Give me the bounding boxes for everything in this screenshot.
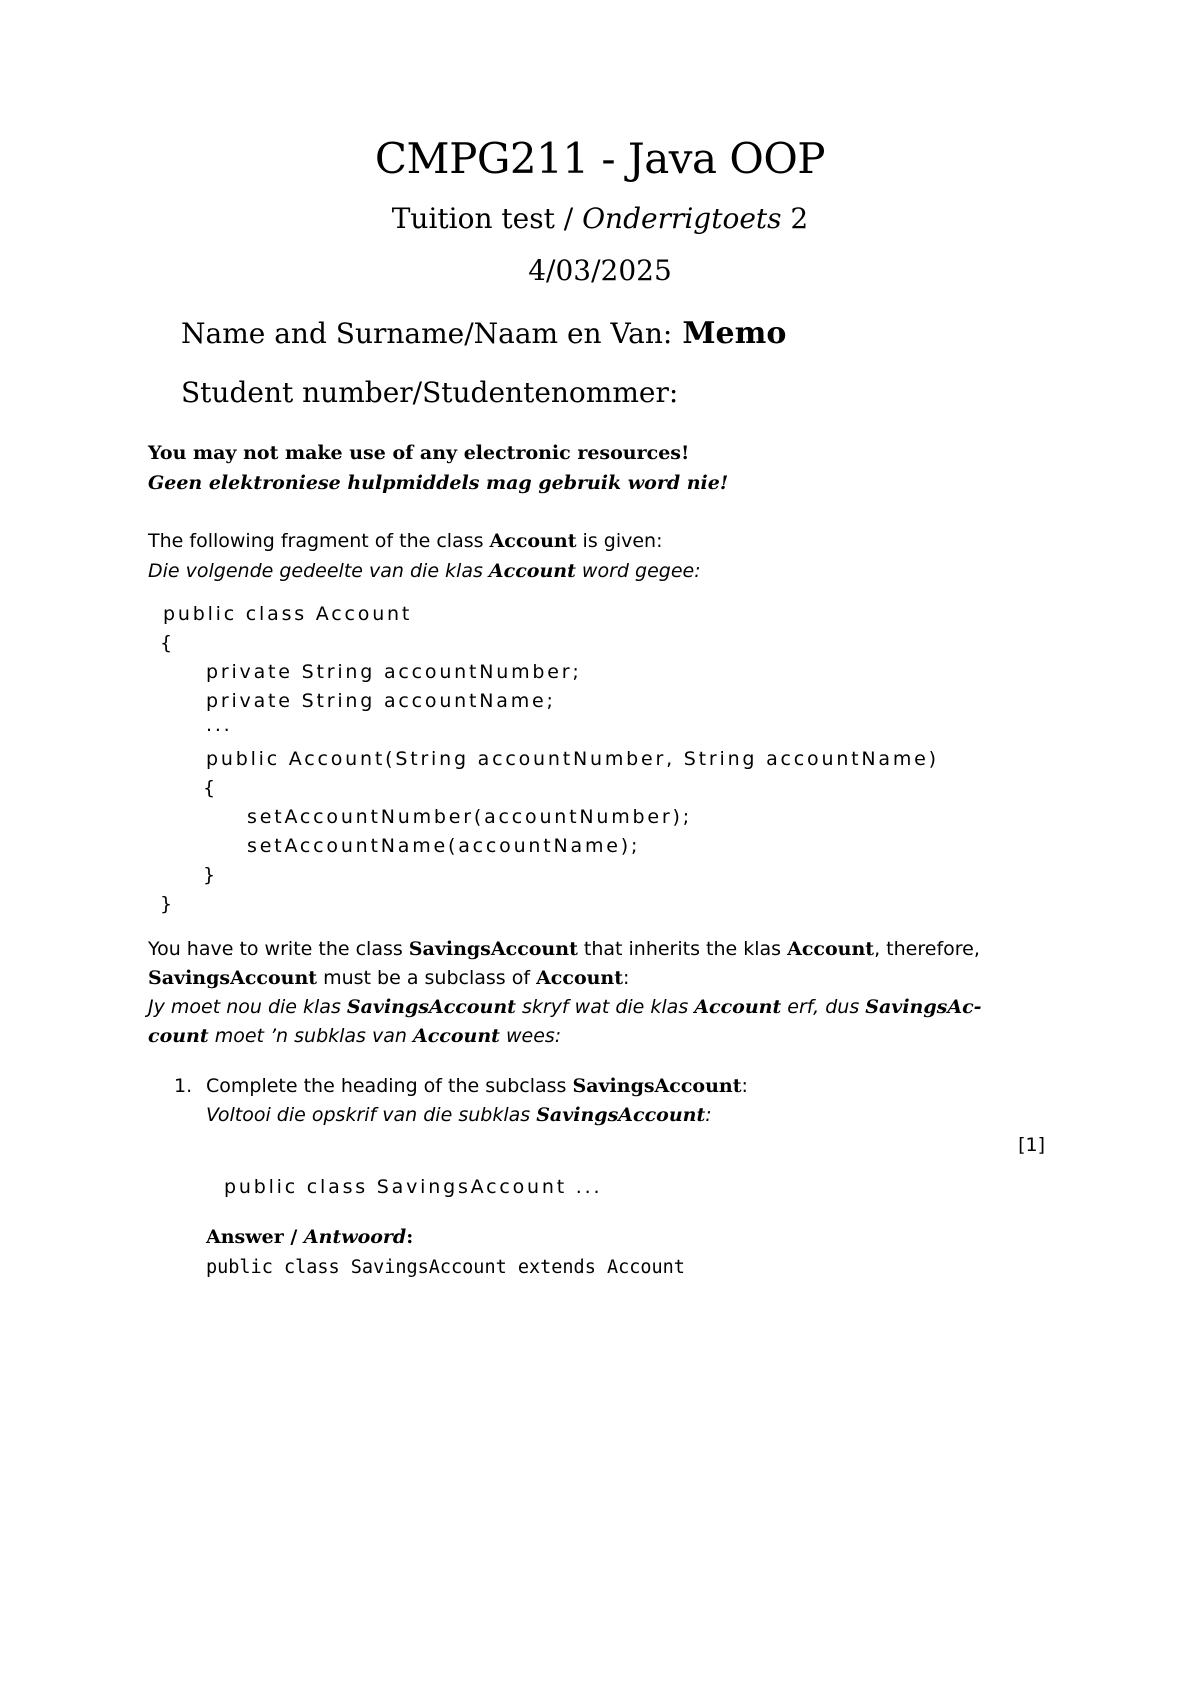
task-class: Account xyxy=(536,967,624,989)
task-text: moet ’n subklas van xyxy=(208,1025,413,1047)
task-text: Jy moet nou die klas xyxy=(148,996,347,1018)
code-line: setAccountNumber(accountNumber); xyxy=(247,806,692,828)
document-date: 4/03/2025 xyxy=(528,254,672,287)
question-text: : xyxy=(741,1075,748,1097)
subtitle-number: 2 xyxy=(781,202,809,235)
answer-code: public class SavingsAccount extends Account xyxy=(206,1257,685,1278)
code-line: } xyxy=(160,893,175,915)
answer-label xyxy=(206,1226,413,1248)
question-code: public class SavingsAccount ... xyxy=(224,1176,603,1198)
code-line: { xyxy=(160,632,175,654)
student-number-field xyxy=(181,376,678,409)
question-text: Complete the heading of the subclass xyxy=(206,1075,573,1097)
task-class: SavingsAc- xyxy=(865,996,982,1018)
intro-en-post: is given: xyxy=(576,530,663,552)
question-text: Voltooi die opskrif van die subklas xyxy=(206,1104,537,1126)
code-line: setAccountName(accountName); xyxy=(247,835,641,857)
document-subtitle xyxy=(0,202,1200,235)
task-text: skryf wat die klas xyxy=(515,996,695,1018)
task-text: : xyxy=(623,967,630,989)
task-text: wees: xyxy=(499,1025,562,1047)
code-line: public Account(String accountNumber, String accountName) xyxy=(206,748,939,770)
student-number-label: Student number/Studentenommer: xyxy=(181,376,679,409)
task-class: Account xyxy=(412,1025,500,1047)
code-line: { xyxy=(203,777,218,799)
name-label: Name and Surname/Naam en Van: xyxy=(181,317,673,350)
intro-en-pre: The following fragment of the class xyxy=(148,530,490,552)
code-line: public class Account xyxy=(163,603,413,625)
subtitle-en: Tuition test / xyxy=(391,202,583,235)
task-text: that inherits the klas xyxy=(577,938,788,960)
task-line-1 xyxy=(148,938,980,960)
task-text: , therefore, xyxy=(874,938,980,960)
warning-af: Geen elektroniese hulpmiddels mag gebruik word nie! xyxy=(148,472,729,494)
subtitle-af: Onderrigtoets xyxy=(582,202,782,235)
task-class: Account xyxy=(694,996,782,1018)
intro-en xyxy=(148,530,663,552)
intro-af xyxy=(148,560,701,582)
task-line-3 xyxy=(148,996,982,1018)
intro-af-post: word gegee: xyxy=(575,560,701,582)
question-class: SavingsAccount xyxy=(536,1104,706,1126)
task-line-4 xyxy=(148,1025,561,1047)
answer-label-colon: : xyxy=(406,1226,414,1248)
code-line: private String accountName; xyxy=(206,690,556,712)
task-class: count xyxy=(148,1025,209,1047)
task-class: SavingsAccount xyxy=(148,967,318,989)
question-text-af xyxy=(206,1104,712,1126)
intro-en-class: Account xyxy=(489,530,577,552)
question-marks: [1] xyxy=(1018,1134,1045,1156)
task-class: SavingsAccount xyxy=(408,938,578,960)
question-number: 1. xyxy=(174,1075,193,1097)
code-line: ... xyxy=(206,714,233,736)
task-class: SavingsAccount xyxy=(346,996,516,1018)
code-line: private String accountNumber; xyxy=(206,661,582,683)
document-title: CMPG211 - Java OOP xyxy=(374,134,826,183)
intro-af-pre: Die volgende gedeelte van die klas xyxy=(148,560,489,582)
task-text: erf, dus xyxy=(781,996,866,1018)
task-class: Account xyxy=(787,938,875,960)
question-class: SavingsAccount xyxy=(572,1075,742,1097)
question-text-en xyxy=(206,1075,748,1097)
task-text: You have to write the class xyxy=(148,938,409,960)
intro-af-class: Account xyxy=(488,560,576,582)
task-line-2 xyxy=(148,967,629,989)
name-field xyxy=(181,316,786,351)
warning-en: You may not make use of any electronic resources! xyxy=(148,442,690,464)
code-line: } xyxy=(203,864,218,886)
name-value: Memo xyxy=(682,316,787,351)
answer-label-af: Antwoord xyxy=(303,1226,407,1248)
question-text: : xyxy=(705,1104,712,1126)
task-text: must be a subclass of xyxy=(317,967,537,989)
answer-label-en: Answer / xyxy=(206,1226,304,1248)
